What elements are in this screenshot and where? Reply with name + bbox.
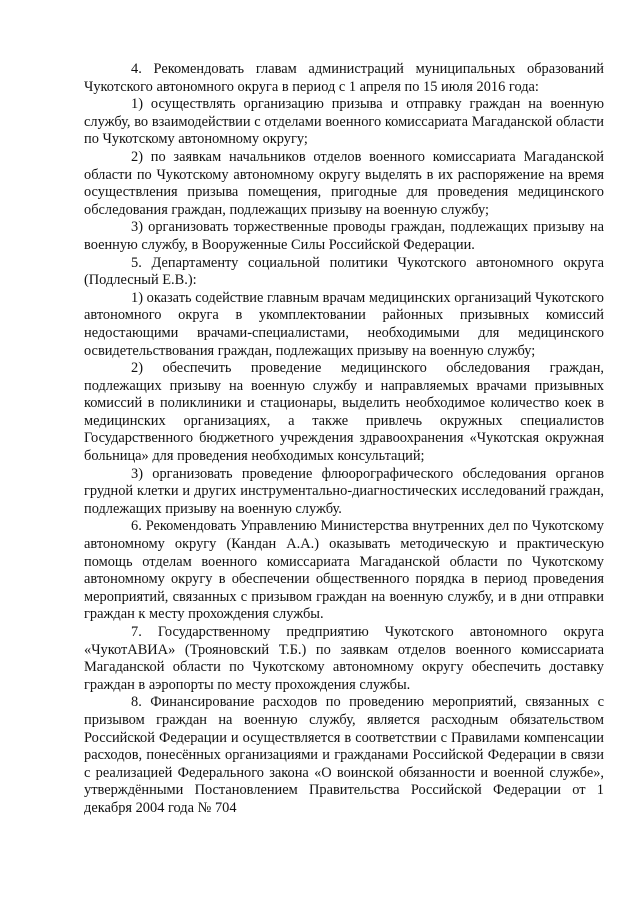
paragraph-5-item-2: 2) обеспечить проведение медицинского обследования граждан, подлежащих призыву на военную службу и направляемых врачами призывных комиссий в поликлиники и стационары, выделить необходимое количество коек в медицинских организациях, а также привлечь окружных специалистов Государственного бюджетного учреждения здравоохранения «Чукотская окружная больница» для проведения необходимых консультаций; <box>84 360 604 465</box>
document-page <box>84 61 604 818</box>
paragraph-4-item-3: 3) организовать торжественные проводы граждан, подлежащих призыву на военную службу, в Вооруженные Силы Российской Федерации. <box>84 219 604 253</box>
paragraph-4: 4. Рекомендовать главам администраций муниципальных образований Чукотского автономного округа в период с 1 апреля по 15 июля 2016 года: <box>84 61 604 95</box>
paragraph-5-item-3: 3) организовать проведение флюорографического обследования органов грудной клетки и других инструментально-диагностических исследований граждан, подлежащих призыву на военную службу. <box>84 465 604 517</box>
paragraph-6: 6. Рекомендовать Управлению Министерства внутренних дел по Чукотскому автономному округу (Кандан А.А.) оказывать методическую и практическую помощь отделам военного комиссариата Магаданской области по Чукотскому автономному округу в обеспечении общественного порядка в период проведения мероприятий, связанных с призывом граждан на военную службу, и в дни отправки граждан к месту прохождения службы. <box>84 518 604 623</box>
paragraph-5-item-1: 1) оказать содействие главным врачам медицинских организаций Чукотского автономного округа в укомплектовании районных призывных комиссий недостающими врачами-специалистами, необходимыми для медицинского освидетельствования граждан, подлежащих призыву на военную службу; <box>84 289 604 359</box>
paragraph-4-item-1: 1) осуществлять организацию призыва и отправку граждан на военную службу, во взаимодействии с отделами военного комиссариата Магаданской области по Чукотскому автономному округу; <box>84 96 604 148</box>
paragraph-7: 7. Государственному предприятию Чукотского автономного округа «ЧукотАВИА» (Трояновский Т.Б.) по заявкам отделов военного комиссариата Магаданской области по Чукотскому автономному округу обеспечить доставку граждан в аэропорты по месту прохождения службы. <box>84 624 604 693</box>
paragraph-8: 8. Финансирование расходов по проведению мероприятий, связанных с призывом граждан на военную службу, является расходным обязательством Российской Федерации и осуществляется в соответствии с Правилами компенсации расходов, понесённых организациями и гражданами Российской Федерации в связи с реализацией Федерального закона «О воинской обязанности и военной службе», утверждёнными Постановлением Правительства Российской Федерации от 1 декабря 2004 года № 704 <box>84 694 604 816</box>
paragraph-4-item-2: 2) по заявкам начальников отделов военного комиссариата Магаданской области по Чукотскому автономному округу выделять в их распоряжение на время осуществления призыва помещения, пригодные для проведения медицинского обследования граждан, подлежащих призыву на военную службу; <box>84 148 604 218</box>
paragraph-5: 5. Департаменту социальной политики Чукотского автономного округа (Подлесный Е.В.): <box>84 254 604 289</box>
